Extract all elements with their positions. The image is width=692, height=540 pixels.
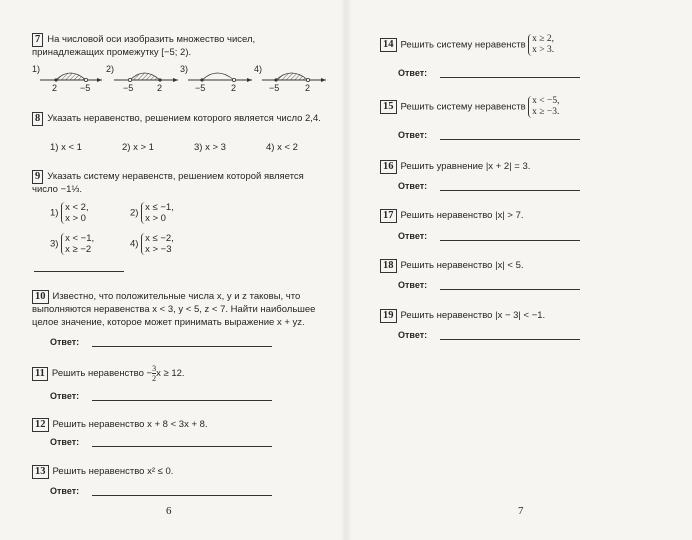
system-line: x ≤ −1, (145, 202, 174, 213)
axis-arrow (321, 78, 326, 82)
option: 3) x > 3 (194, 142, 226, 153)
right-page (346, 0, 692, 540)
tick-label: 2 (52, 83, 58, 93)
answer-line[interactable] (92, 446, 272, 447)
system-brace (528, 34, 554, 56)
answer-row (398, 280, 628, 291)
answer-line[interactable] (440, 240, 580, 241)
task-8 (32, 112, 324, 126)
system-line: x > 0 (145, 213, 166, 224)
tick-label: −5 (269, 83, 280, 93)
tick-label: 2 (157, 83, 163, 93)
task-text: Решить неравенство x + 8 < 3x + 8. (52, 419, 208, 430)
tick-label: 2 (231, 83, 237, 93)
system-line: x > −3 (145, 244, 172, 255)
answer-row (50, 437, 280, 448)
task-15 (380, 96, 670, 118)
answer-row (398, 68, 628, 79)
task-text: На числовой оси изобразить множество чисел, принадлежащих промежутку [−5; 2). (32, 34, 256, 58)
task-number: 16 (380, 160, 397, 174)
endpoint (274, 78, 277, 81)
system-brace (61, 202, 89, 224)
option-label: 1) (32, 64, 41, 74)
answer-line[interactable] (92, 495, 272, 496)
task-text: Решить систему неравенств (400, 101, 526, 113)
system-line: x ≥ 2, (532, 34, 554, 44)
page-number: 6 (166, 505, 172, 517)
number-line-options (30, 60, 330, 95)
system-line: x < −1, (65, 233, 95, 244)
task-text: Решить уравнение |x + 2| = 3. (400, 161, 531, 172)
task-17 (380, 209, 670, 223)
answer-row (50, 337, 280, 348)
task-number: 7 (32, 33, 43, 47)
section-separator (34, 271, 124, 272)
answer-label: Ответ: (398, 330, 428, 340)
system-line: x ≤ −2, (145, 233, 174, 244)
task-number: 11 (32, 367, 48, 381)
task-7 (32, 33, 324, 60)
system-brace (61, 233, 94, 255)
answer-row (398, 231, 628, 242)
answer-row (398, 130, 628, 141)
answer-line[interactable] (440, 339, 580, 340)
task-number: 12 (32, 418, 49, 432)
answer-label: Ответ: (50, 391, 80, 401)
endpoint (158, 78, 161, 81)
system-option-2 (130, 202, 174, 224)
option-label: 2) (106, 64, 115, 74)
task-text-tail: x ≥ 12. (156, 367, 185, 379)
axis-arrow (247, 78, 252, 82)
task-text: Решить неравенство − (51, 367, 153, 379)
system-line: x > 0 (65, 213, 86, 224)
tick-label: 2 (305, 83, 311, 93)
option-label: 4) (130, 238, 139, 250)
option-label: 3) (180, 64, 189, 74)
answer-row (50, 486, 280, 497)
endpoint (200, 78, 203, 81)
axis-arrow (173, 78, 178, 82)
task-text: Указать неравенство, решением которого является число 2,4. (47, 113, 321, 124)
answer-line[interactable] (440, 190, 580, 191)
answer-label: Ответ: (398, 280, 428, 290)
hatched-interval (130, 73, 160, 80)
endpoint (54, 78, 57, 81)
answer-label: Ответ: (50, 437, 80, 447)
option-label: 3) (50, 238, 59, 250)
task-text: Решить неравенство x² ≤ 0. (52, 466, 174, 477)
answer-line[interactable] (92, 400, 272, 401)
answer-row (398, 181, 628, 192)
system-line: x ≥ −2 (65, 244, 92, 255)
task-10 (32, 290, 324, 329)
task-text: Решить неравенство |x| > 7. (400, 210, 524, 221)
task-number: 8 (32, 112, 43, 126)
task-13 (32, 465, 324, 479)
answer-row (50, 391, 280, 402)
option: 2) x > 1 (122, 142, 154, 153)
answer-line[interactable] (440, 77, 580, 78)
answer-label: Ответ: (398, 130, 428, 140)
task-11 (32, 364, 324, 383)
answer-label: Ответ: (398, 68, 428, 78)
tick-label: −5 (195, 83, 206, 93)
endpoint (306, 78, 309, 81)
answer-row (398, 330, 628, 341)
answer-label: Ответ: (50, 337, 80, 347)
tick-label: −5 (123, 83, 134, 93)
system-brace (528, 96, 559, 118)
fraction-numerator: 3 (152, 364, 157, 373)
task-16 (380, 160, 670, 174)
answer-line[interactable] (440, 139, 580, 140)
task-number: 13 (32, 465, 49, 479)
task-number: 18 (380, 259, 397, 273)
endpoint (128, 78, 131, 81)
task-text: Решить неравенство |x − 3| < −1. (400, 310, 546, 321)
option-label: 4) (254, 64, 263, 74)
task-text: Решить неравенство |x| < 5. (400, 260, 524, 271)
endpoint (232, 78, 235, 81)
answer-line[interactable] (440, 289, 580, 290)
system-brace (141, 233, 174, 255)
task-12 (32, 418, 324, 432)
system-option-4 (130, 233, 174, 255)
answer-label: Ответ: (398, 231, 428, 241)
task-14 (380, 34, 670, 56)
option: 1) x < 1 (50, 142, 82, 153)
endpoint (84, 78, 87, 81)
hatched-interval (56, 73, 86, 80)
system-line: x ≥ −3. (532, 107, 560, 117)
task-number: 15 (380, 100, 397, 114)
task-text: Решить систему неравенств (400, 39, 526, 51)
system-brace (141, 202, 174, 224)
answer-label: Ответ: (50, 486, 80, 496)
interval-arc (202, 73, 234, 80)
tick-label: −5 (80, 83, 91, 93)
task-19 (380, 309, 670, 323)
axis-arrow (97, 78, 102, 82)
option-label: 1) (50, 207, 59, 219)
system-option-1 (50, 202, 89, 224)
task-9 (32, 170, 324, 197)
system-line: x < −5, (532, 96, 560, 106)
task-number: 9 (32, 170, 43, 184)
answer-label: Ответ: (398, 181, 428, 191)
task-number: 19 (380, 309, 397, 323)
hatched-interval (276, 73, 308, 80)
answer-line[interactable] (92, 346, 272, 347)
task-text: Указать систему неравенств, решением которой является число −1⅓. (32, 171, 304, 195)
task-18 (380, 259, 670, 273)
task-number: 14 (380, 38, 397, 52)
fraction-denominator: 2 (152, 374, 157, 383)
system-line: x > 3. (532, 45, 555, 55)
task-text: Известно, что положительные числа x, y и z таковы, что выполняются неравенства x < 3, y < 5, z < 7. Найти наибольшее целое значение, которое может принимать выражение x + yz. (32, 291, 316, 328)
option: 4) x < 2 (266, 142, 298, 153)
system-line: x < 2, (65, 202, 89, 213)
task-number: 17 (380, 209, 397, 223)
system-option-3 (50, 233, 94, 255)
page-number: 7 (518, 505, 524, 517)
task-number: 10 (32, 290, 49, 304)
option-label: 2) (130, 207, 139, 219)
